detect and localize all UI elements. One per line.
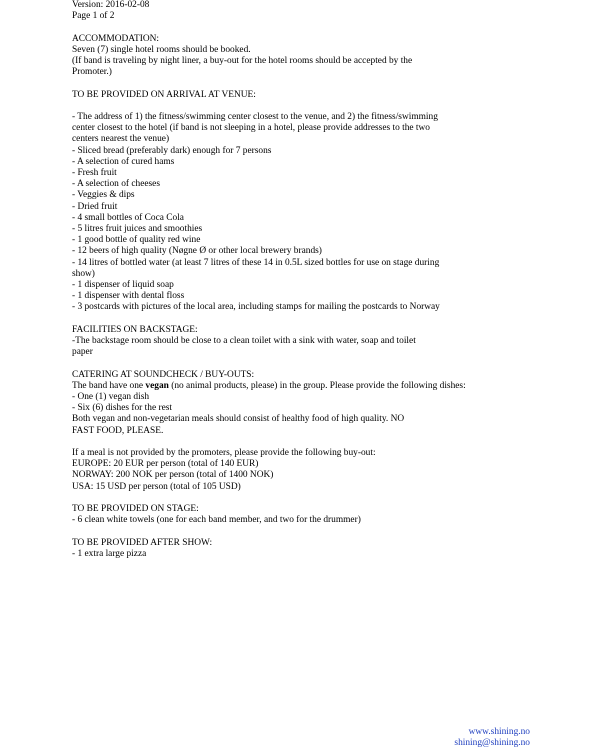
footer [454, 727, 530, 749]
arrival-item: - 14 litres of bottled water (at least 7 litres of these 14 in 0.5L sized bottles for use on stage during [72, 257, 440, 268]
stage-line: - 6 clean white towels (one for each band member, and two for the drummer) [72, 515, 361, 526]
email-link[interactable]: shining@shining.no [454, 738, 530, 749]
backstage-section [72, 325, 512, 359]
accommodation-heading: ACCOMMODATION: [72, 33, 159, 44]
arrival-item: - 1 dispenser with dental floss [72, 291, 185, 302]
arrival-item: - A selection of cheeses [72, 179, 160, 190]
accommodation-line: (If band is traveling by night liner, a buy-out for the hotel rooms should be accepted by the [72, 56, 413, 66]
document-page [72, 0, 512, 560]
after-show-heading: TO BE PROVIDED AFTER SHOW: [72, 537, 213, 548]
buyout-intro: If a meal is not provided by the promoters, please provide the following buy-out: [72, 448, 376, 459]
arrival-item: - A selection of cured hams [72, 156, 175, 167]
catering-dish: - Six (6) dishes for the rest [72, 403, 172, 414]
catering-note: FAST FOOD, PLEASE. [72, 425, 164, 436]
accommodation-line: Promoter.) [72, 67, 112, 78]
catering-dish: - One (1) vegan dish [72, 392, 150, 403]
arrival-item: - The address of 1) the fitness/swimming center closest to the venue, and 2) the fitness/swimming [72, 111, 438, 122]
catering-intro [72, 381, 512, 392]
arrival-item: - Dried fruit [72, 201, 118, 212]
catering-section [72, 370, 512, 493]
accommodation-line: Seven (7) single hotel rooms should be booked. [72, 44, 251, 55]
catering-note: Both vegan and non-vegetarian meals should consist of healthy food of high quality. NO [72, 414, 405, 425]
version-text: Version: 2016-02-08 [72, 0, 150, 10]
catering-heading: CATERING AT SOUNDCHECK / BUY-OUTS: [72, 369, 255, 380]
arrival-item: center closest to the hotel (if band is not sleeping in a hotel, please provide addresses to the two [72, 123, 430, 134]
arrival-item: centers nearest the venue) [72, 134, 170, 145]
catering-intro-vegan: vegan [145, 380, 169, 391]
backstage-heading: FACILITIES ON BACKSTAGE: [72, 324, 198, 335]
arrival-section [72, 90, 512, 314]
buyout-norway: NORWAY: 200 NOK per person (total of 1400 NOK) [72, 470, 274, 481]
arrival-item: - Veggies & dips [72, 190, 135, 201]
arrival-item: - Sliced bread (preferably dark) enough for 7 persons [72, 145, 272, 156]
after-show-line: - 1 extra large pizza [72, 548, 147, 559]
stage-section [72, 504, 512, 526]
page-number: Page 1 of 2 [72, 11, 115, 22]
backstage-line: paper [72, 347, 93, 358]
arrival-item: - Fresh fruit [72, 168, 117, 178]
accommodation-section [72, 34, 512, 79]
arrival-item: show) [72, 268, 95, 279]
arrival-item: - 5 litres fruit juices and smoothies [72, 224, 203, 235]
arrival-item: - 4 small bottles of Coca Cola [72, 212, 184, 223]
after-show-section [72, 538, 512, 560]
website-link[interactable]: www.shining.no [468, 727, 530, 737]
buyout-usa: USA: 15 USD per person (total of 105 USD) [72, 481, 241, 492]
arrival-item: - 1 good bottle of quality red wine [72, 235, 201, 246]
arrival-heading: TO BE PROVIDED ON ARRIVAL AT VENUE: [72, 89, 256, 100]
arrival-item: - 12 beers of high quality (Nøgne Ø or other local brewery brands) [72, 246, 322, 257]
buyout-europe: EUROPE: 20 EUR per person (total of 140 EUR) [72, 459, 259, 470]
catering-intro-after: (no animal products, please) in the group. Please provide the following dishes: [168, 380, 466, 391]
backstage-line: -The backstage room should be close to a clean toilet with a sink with water, soap and toilet [72, 336, 416, 347]
stage-heading: TO BE PROVIDED ON STAGE: [72, 504, 199, 515]
catering-intro-before: The band have one [72, 380, 146, 391]
arrival-item: - 3 postcards with pictures of the local area, including stamps for mailing the postcards to Norway [72, 302, 440, 313]
arrival-item: - 1 dispenser of liquid soap [72, 280, 174, 291]
